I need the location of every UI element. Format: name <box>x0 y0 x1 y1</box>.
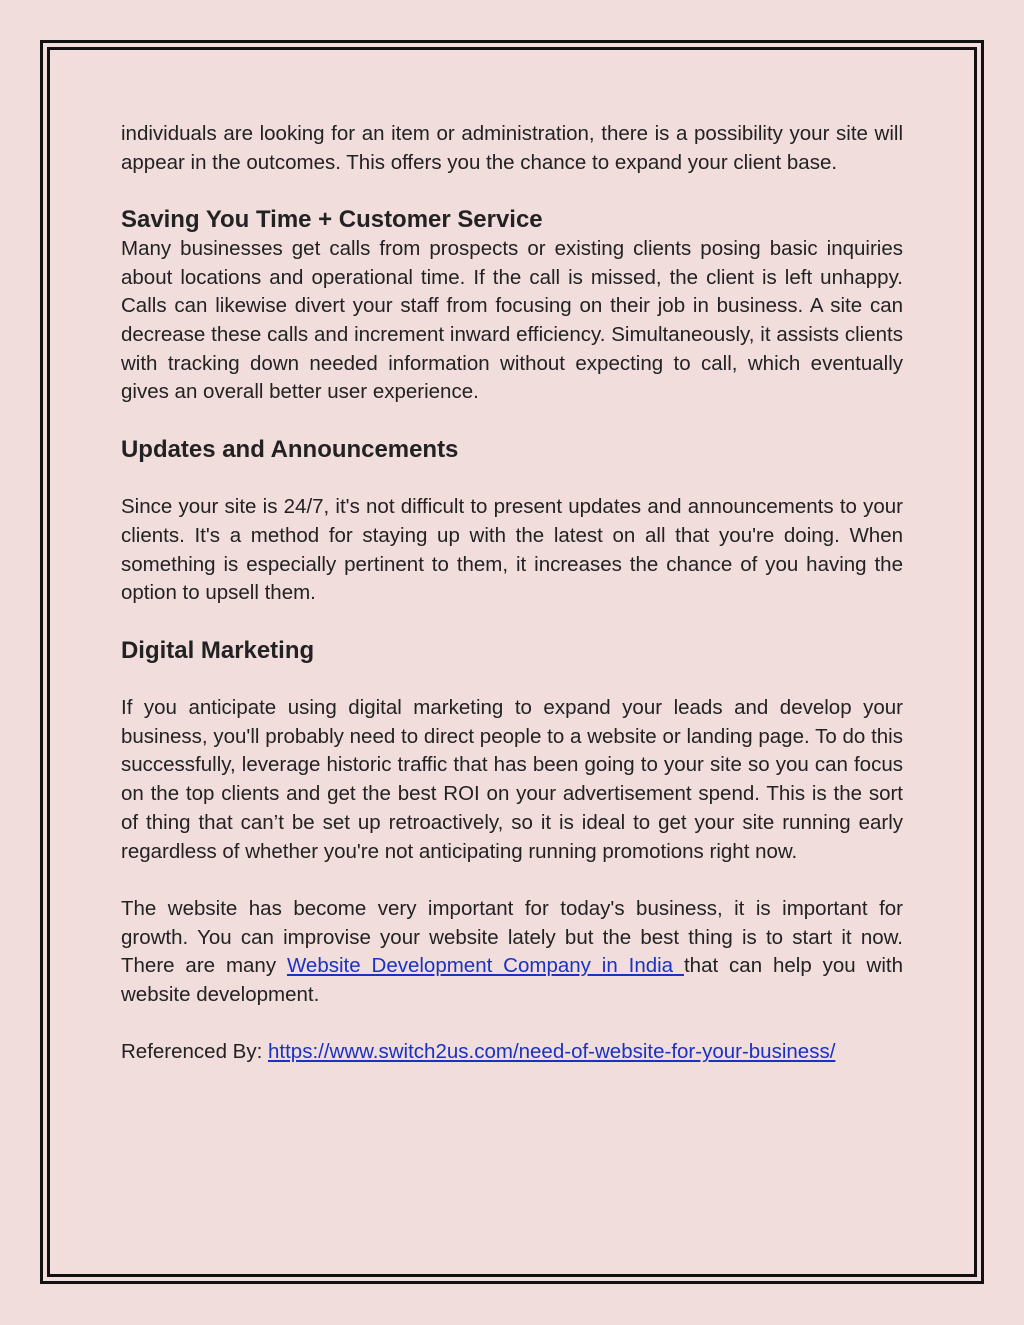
section-paragraph-customer-service: Many businesses get calls from prospects or existing clients posing basic inquiries about locations and operational time. If the call is missed, the client is left unhappy. Calls can likewise divert your staff from focusing on their job in business. A site can decrease these calls and increment inward efficiency. Simultaneously, it assists clients with tracking down needed information without expecting to call, which eventually gives an overall better user experience. <box>121 236 903 404</box>
reference-label: Referenced By: <box>121 1040 268 1064</box>
closing-text-before-link: The website has become very important for today's business, it is important for growth. You can improvise your website lately but the best thing is to start it now. There are many <box>121 896 903 978</box>
document-body <box>121 120 903 1067</box>
section-heading-digital-marketing: Digital Marketing <box>121 636 315 664</box>
closing-paragraph <box>121 895 903 1010</box>
reference-line <box>121 1038 903 1067</box>
website-development-company-link[interactable]: Website Development Company in India <box>286 954 684 978</box>
closing-text-after-link: that can help you with website development. <box>121 954 903 1006</box>
section-heading-customer-service: Saving You Time + Customer Service <box>121 206 543 234</box>
intro-paragraph: individuals are looking for an item or administration, there is a possibility your site will appear in the outcomes. This offers you the chance to expand your client base. <box>121 122 903 174</box>
section-paragraph-updates: Since your site is 24/7, it's not difficult to present updates and announcements to your clients. It's a method for staying up with the latest on all that you're doing. When something is especially pertinent to them, it increases the chance of you having the option to upsell them. <box>121 495 903 605</box>
section-paragraph-digital-marketing: If you anticipate using digital marketing to expand your leads and develop your business, you'll probably need to direct people to a website or landing page. To do this successfully, leverage historic traffic that has been going to your site so you can focus on the top clients and get the best ROI on your advertisement spend. This is the sort of thing that can’t be set up retroactively, so it is ideal to get your site running early regardless of whether you're not anticipating running promotions right now. <box>121 695 903 863</box>
section-heading-updates: Updates and Announcements <box>121 435 459 463</box>
reference-url-link[interactable]: https://www.switch2us.com/need-of-website-for-your-business/ <box>268 1040 836 1064</box>
